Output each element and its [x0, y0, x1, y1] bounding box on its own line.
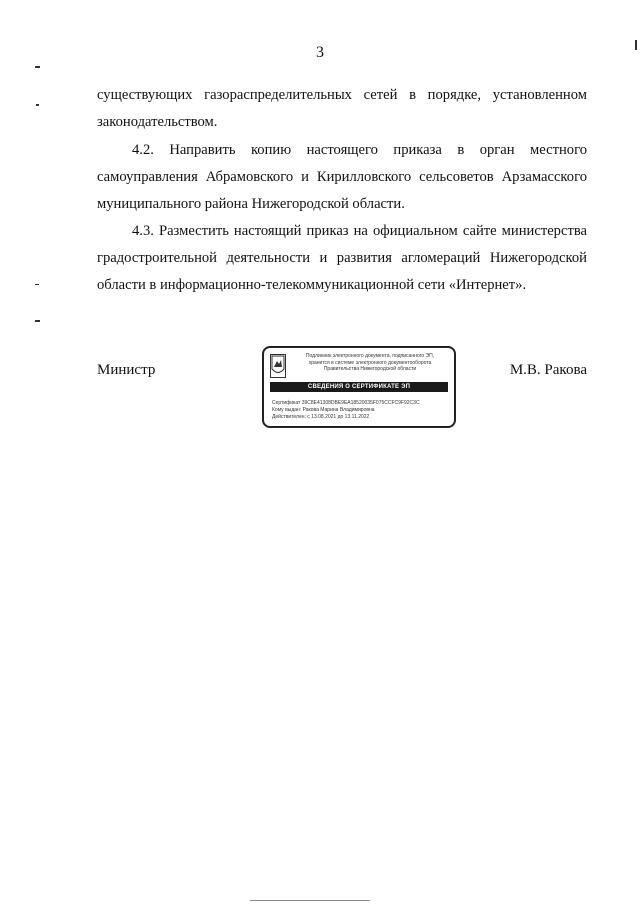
- paragraph-4-3: [97, 218, 587, 299]
- text-line: 4.3. Разместить настоящий приказ на официальном сайте министерства: [132, 223, 587, 239]
- text-line: градостроительной деятельности и развития агломераций Нижегородской: [97, 250, 587, 266]
- scan-mark: [250, 900, 370, 901]
- scan-mark: [35, 284, 39, 285]
- electronic-signature-stamp: [262, 346, 456, 428]
- stamp-certificate: Сертификат 39C8E41308DBE9EA18520035F075CCFC9F92C3C: [272, 400, 420, 406]
- text-line: самоуправления Абрамовского и Кирилловского сельсоветов Арзамасского: [97, 169, 587, 185]
- stamp-title: СВЕДЕНИЯ О СЕРТИФИКАТЕ ЭП: [270, 382, 448, 392]
- stamp-header-line: хранится в системе электронного документооборота: [308, 359, 432, 366]
- paragraph-continuation: [97, 82, 587, 136]
- scan-mark: [36, 104, 39, 106]
- text-line: законодательством.: [97, 114, 218, 130]
- coat-of-arms-icon: [270, 354, 286, 378]
- signatory-name: М.В. Ракова: [509, 362, 587, 378]
- stamp-header-line: Подлинник электронного документа, подписанного ЭП,: [305, 353, 435, 359]
- text-line: 4.2. Направить копию настоящего приказа в орган местного: [132, 142, 587, 158]
- scan-mark: [35, 320, 40, 322]
- text-line: муниципального района Нижегородской области.: [97, 196, 405, 212]
- stamp-validity: Действителен: с 13.08.2021 до 13.11.2022: [272, 414, 370, 420]
- paragraph-4-2: [97, 137, 587, 218]
- text-line: существующих газораспределительных сетей в порядке, установленном: [97, 87, 587, 103]
- text-line: области в информационно-телекоммуникационной сети «Интернет».: [97, 277, 527, 293]
- stamp-header-line: Правительства Нижегородской области: [323, 366, 417, 372]
- scan-mark: [635, 40, 637, 50]
- stamp-issued-to: Кому выдан: Ракова Марина Владимировна: [272, 407, 375, 413]
- signatory-position: Министр: [97, 362, 156, 378]
- stamp-header: [288, 353, 452, 373]
- scan-mark: [35, 66, 40, 68]
- page-number: 3: [316, 44, 324, 61]
